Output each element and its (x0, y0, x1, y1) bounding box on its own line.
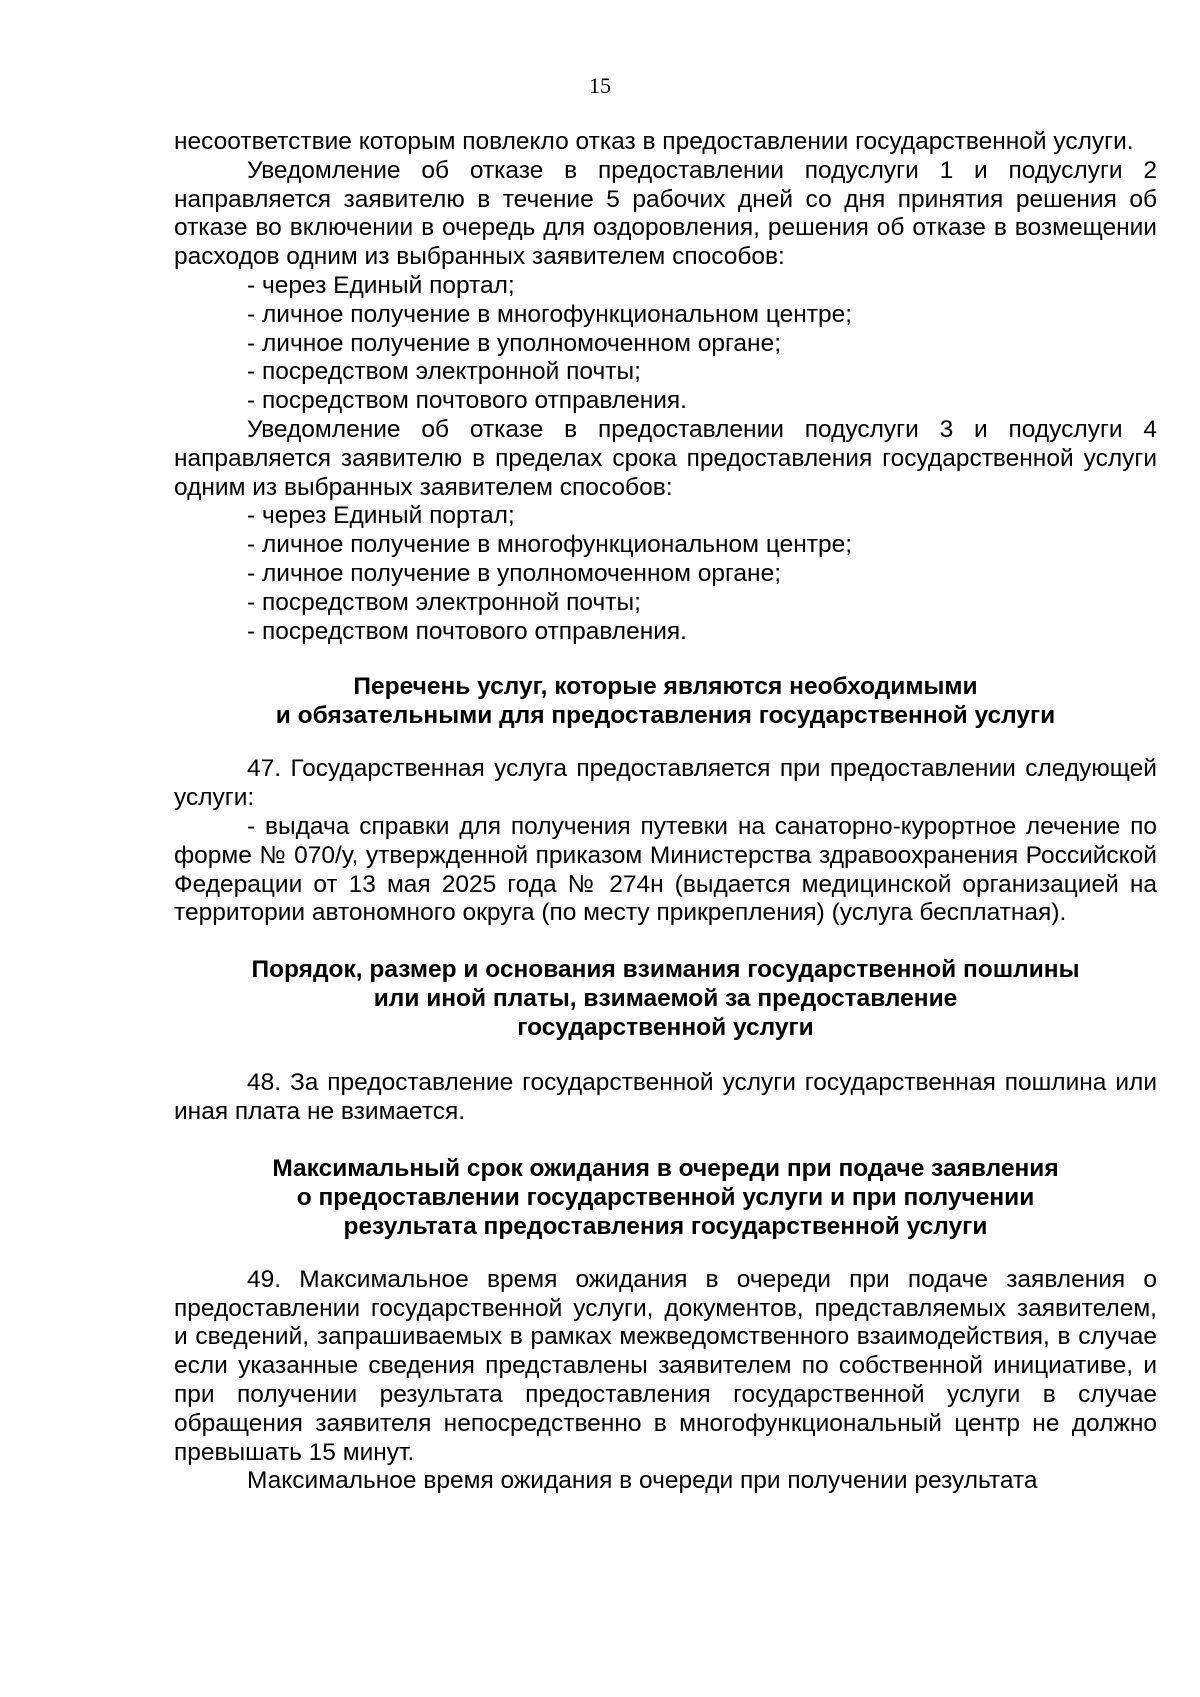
paragraph-49: 49. Максимальное время ожидания в очереди при подаче заявления о предоставлении государственной услуги, документов, представляемых заявителем, и сведений, запрашиваемых в рамках межведомственного взаимодействия, в случае если указанные сведения представлены заявителем по собственной инициативе, и при получении результата предоставления государственной услуги в случае обращения заявителя непосредственно в многофункциональный центр не должно превышать 15 минут. (174, 1265, 1157, 1466)
list-item: - посредством почтового отправления. (247, 387, 687, 415)
page-number: 15 (589, 73, 611, 98)
page-content (174, 128, 1157, 1496)
section-heading-required-services (174, 672, 1157, 730)
paragraph-refusal-notice-3-4: Уведомление об отказе в предоставлении подуслуги 3 и подуслуги 4 направляется заявителю в пределах срока предоставления государственной услуги одним из выбранных заявителем способов: (174, 415, 1157, 501)
list-item: - личное получение в многофункциональном центре; (247, 300, 853, 328)
section-heading-max-wait-time (174, 1154, 1157, 1241)
list-item: - через Единый портал; (247, 502, 515, 530)
list-item: - через Единый портал; (247, 271, 515, 299)
paragraph-48: 48. За предоставление государственной услуги государственная пошлина или иная плата не взимается. (174, 1069, 1157, 1125)
heading-line: Максимальный срок ожидания в очереди при подаче заявления (272, 1154, 1059, 1182)
heading-line: Порядок, размер и основания взимания государственной пошлины (251, 956, 1080, 984)
list-item: - личное получение в уполномоченном органе; (247, 559, 782, 587)
list-item: - посредством электронной почты; (247, 358, 641, 386)
list-item: - личное получение в многофункциональном центре; (247, 531, 853, 559)
heading-line: или иной платы, взимаемой за предоставление (373, 985, 958, 1013)
list-item: - посредством почтового отправления. (247, 617, 687, 645)
heading-line: о предоставлении государственной услуги и при получении (296, 1183, 1035, 1211)
paragraph-certificate: - выдача справки для получения путевки на санаторно-курортное лечение по форме № 070/у, утвержденной приказом Министерства здравоохранения Российской Федерации от 13 мая 2025 года № 274н (выдается медицинской организацией на территории автономного округа (по месту прикрепления) (услуга бесплатная). (174, 812, 1157, 927)
heading-line: Перечень услуг, которые являются необходимыми (353, 673, 978, 701)
list-item: - посредством электронной почты; (247, 588, 641, 616)
delivery-methods-list-2 (174, 502, 1157, 646)
list-item: - личное получение в уполномоченном органе; (247, 329, 782, 357)
delivery-methods-list-1 (174, 272, 1157, 416)
paragraph-47: 47. Государственная услуга предоставляется при предоставлении следующей услуги: (174, 755, 1157, 812)
heading-line: результата предоставления государственной услуги (343, 1212, 988, 1240)
heading-line: государственной услуги (517, 1014, 814, 1042)
heading-line: и обязательными для предоставления государственной услуги (275, 702, 1056, 730)
paragraph-refusal-notice-1-2: Уведомление об отказе в предоставлении подуслуги 1 и подуслуги 2 направляется заявителю в течение 5 рабочих дней со дня принятия решения об отказе во включении в очередь для оздоровления, решения об отказе в возмещении расходов одним из выбранных заявителем способов: (174, 156, 1157, 271)
paragraph-continuation: несоответствие которым повлекло отказ в предоставлении государственной услуги. (174, 128, 1134, 155)
paragraph-max-wait-result: Максимальное время ожидания в очереди при получении результата (247, 1467, 1038, 1495)
section-heading-state-fee (174, 955, 1157, 1042)
